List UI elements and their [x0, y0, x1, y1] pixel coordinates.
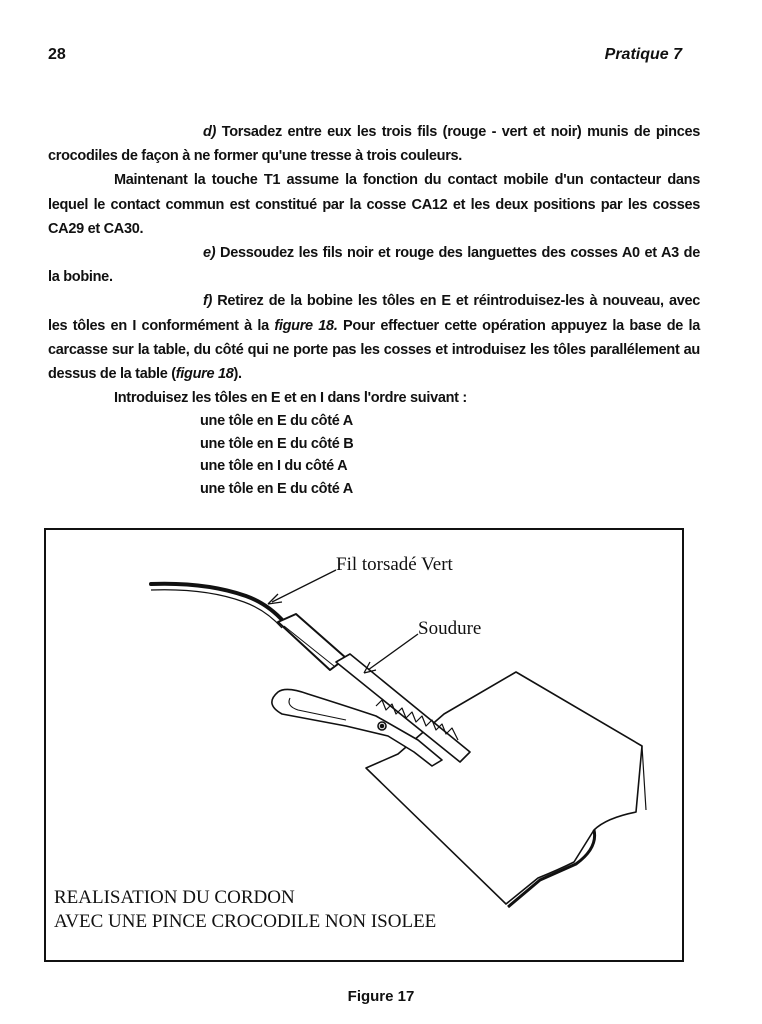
figure-17-box [44, 528, 684, 962]
figure-reference-1: figure 18. [274, 317, 338, 334]
list-item: une tôle en E du côté B [200, 435, 354, 452]
paragraph-f [48, 289, 700, 386]
figure-inner-caption [54, 886, 436, 934]
paragraph-f-text-3: ). [233, 366, 242, 383]
sheet-order-list [200, 410, 700, 500]
list-item: une tôle en I du côté A [200, 458, 348, 475]
paragraph-intro: Introduisez les tôles en E et en I dans l'ordre suivant : [114, 390, 467, 407]
paragraph-d [48, 120, 700, 168]
body-text [48, 120, 700, 500]
running-title: Pratique 7 [604, 46, 682, 63]
step-marker-f: f) [203, 293, 213, 310]
list-item: une tôle en E du côté A [200, 480, 353, 497]
figure-reference-2: figure 18 [175, 366, 234, 383]
paragraph-f-text-1: Retirez de la bobine les tôles en E et réintroduisez-les à nouveau, avec les tôles en I conformément à la [48, 293, 700, 334]
list-item: une tôle en E du côté A [200, 413, 353, 430]
paragraph-t1: Maintenant la touche T1 assume la fonction du contact mobile d'un contacteur dans lequel le contact commun est constitué par la cosse CA12 et les deux positions par les cosses CA29 et CA30. [48, 172, 700, 237]
page-number: 28 [48, 46, 66, 63]
step-marker-d: d) [203, 124, 217, 140]
figure-caption-line-2: AVEC UNE PINCE CROCODILE NON ISOLEE [54, 911, 437, 932]
figure-number-caption: Figure 17 [347, 988, 415, 1005]
paragraph-d-text: Torsadez entre eux les trois fils (rouge - vert et noir) munis de pinces crocodiles de façon à ne former qu'une tresse à trois couleurs. [48, 124, 700, 165]
step-marker-e: e) [203, 245, 216, 262]
solder-label: Soudure [418, 618, 482, 639]
paragraph-f-text-2: Pour effectuer cette opération appuyez la base de la carcasse sur la table, du côté qui ne porte pas les cosses et introduisez les tôles parallélement au dessus de la table ( [48, 317, 700, 383]
figure-caption-line-1: REALISATION DU CORDON [54, 887, 295, 908]
paragraph-e-text: Dessoudez les fils noir et rouge des languettes des cosses A0 et A3 de la bobine. [48, 245, 700, 286]
paragraph-e [48, 241, 700, 289]
wire-label: Fil torsadé Vert [336, 554, 453, 575]
